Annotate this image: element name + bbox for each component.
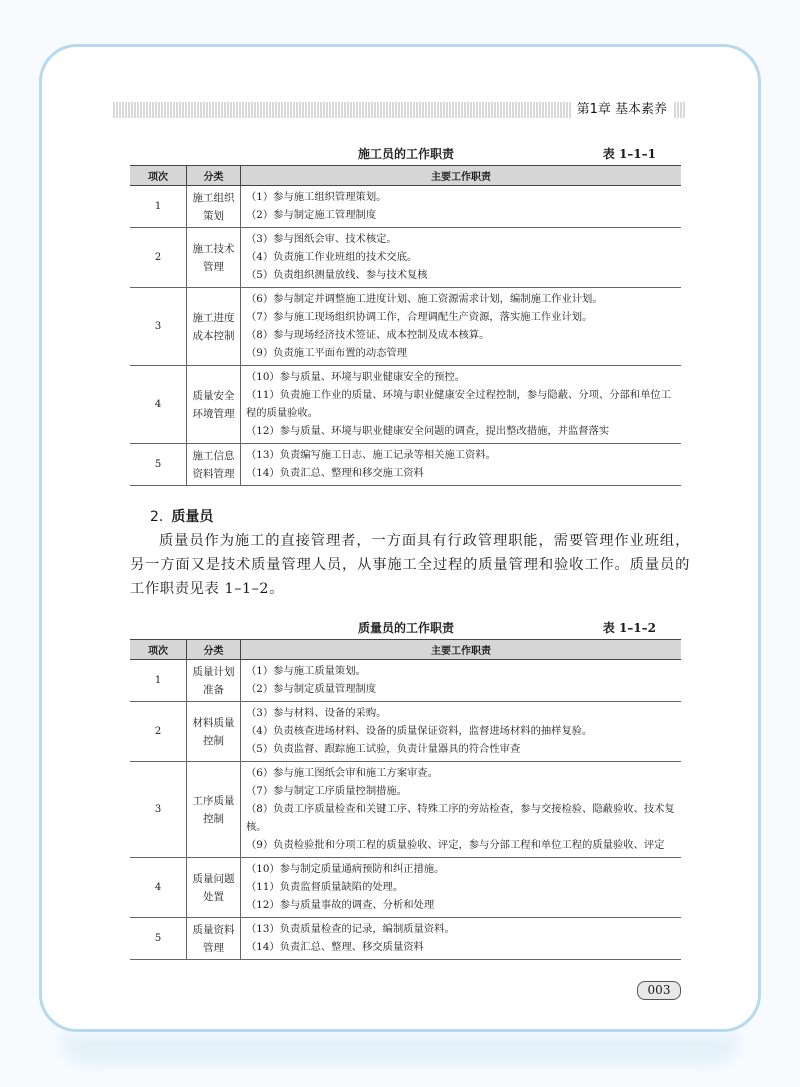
item-number-cell: 4 (130, 858, 187, 918)
table2-number: 表 1–1–2 (602, 621, 656, 635)
duties-cell (241, 444, 682, 486)
duty-item: （5）负责组织测量放线、参与技术复核 (246, 269, 428, 281)
item-number-cell: 1 (130, 186, 187, 228)
duty-item: （10）参与制定质量通病预防和纠正措施。 (246, 863, 445, 875)
table2-caption: 质量员的工作职责 (358, 621, 455, 635)
category-line: 施工信息 (192, 449, 235, 462)
category-line: 处置 (203, 890, 224, 903)
category-line: 管理 (203, 941, 224, 954)
item-number-cell: 2 (130, 702, 187, 762)
category-line: 施工组织 (192, 191, 235, 204)
duty-item: （11）负责监督质量缺陷的处理。 (246, 881, 404, 893)
duties-cell (241, 762, 682, 858)
category-line: 策划 (203, 209, 224, 222)
item-number-cell: 2 (130, 228, 187, 288)
duty-item: （6）参与制定并调整施工进度计划、施工资源需求计划，编制施工作业计划。 (246, 293, 603, 305)
duties-cell (241, 918, 682, 960)
table-row (130, 702, 681, 762)
table-header-row (130, 166, 681, 186)
duty-item: （4）负责核查进场材料、设备的质量保证资料，监督进场材料的抽样复验。 (246, 725, 593, 737)
section-heading (150, 506, 213, 526)
table2-title (130, 619, 680, 637)
category-line: 质量问题 (192, 872, 235, 885)
item-number-cell: 5 (130, 444, 187, 486)
table-row (130, 366, 681, 444)
duties-cell (241, 288, 682, 366)
table-row (130, 762, 681, 858)
category-line: 准备 (203, 683, 224, 696)
table-header-row (130, 640, 681, 660)
duty-item: （14）负责汇总、整理、移交质量资料 (246, 941, 424, 953)
duty-item: （3）参与图纸会审、技术核定。 (246, 233, 397, 245)
chapter-label: 第1章 基本素养 (571, 100, 673, 120)
category-line: 质量安全 (192, 389, 235, 402)
column-header: 分类 (187, 166, 241, 186)
duty-item: （7）参与施工现场组织协调工作，合理调配生产资源，落实施工作业计划。 (246, 311, 593, 323)
section-title: 质量员 (171, 509, 214, 525)
category-line: 环境管理 (192, 407, 235, 420)
column-header: 主要工作职责 (241, 640, 682, 660)
category-line: 施工进度 (192, 311, 235, 324)
duty-item: （13）负责质量检查的记录，编制质量资料。 (246, 923, 455, 935)
duty-item: （1）参与施工组织管理策划。 (246, 191, 387, 203)
duties-cell (241, 228, 682, 288)
category-cell (187, 288, 241, 366)
table2 (130, 639, 681, 960)
column-header: 分类 (187, 640, 241, 660)
column-header: 项次 (130, 640, 187, 660)
duty-item: （6）参与施工图纸会审和施工方案审查。 (246, 767, 438, 779)
duty-item: （10）参与质量、环境与职业健康安全的预控。 (246, 371, 466, 383)
item-number-cell: 3 (130, 762, 187, 858)
duty-item: （1）参与施工质量策划。 (246, 665, 366, 677)
duty-item: （8）参与现场经济技术签证、成本控制及成本核算。 (246, 329, 490, 341)
category-line: 质量资料 (192, 923, 235, 936)
category-line: 材料质量 (192, 716, 235, 729)
duties-cell (241, 702, 682, 762)
duty-item: （12）参与质量、环境与职业健康安全问题的调查，提出整改措施，并监督落实 (246, 425, 610, 437)
table-row (130, 660, 681, 702)
column-header: 主要工作职责 (241, 166, 682, 186)
duty-item: （5）负责监督、跟踪施工试验，负责计量器具的符合性审查 (246, 743, 521, 755)
category-cell (187, 858, 241, 918)
table1-caption: 施工员的工作职责 (358, 147, 455, 161)
item-number-cell: 5 (130, 918, 187, 960)
duty-item: （12）参与质量事故的调查、分析和处理 (246, 899, 435, 911)
duty-item: （9）负责施工平面布置的动态管理 (246, 347, 408, 359)
category-line: 资料管理 (192, 467, 235, 480)
table1-title (130, 145, 680, 163)
duties-cell (241, 858, 682, 918)
column-header: 项次 (130, 166, 187, 186)
table-row (130, 918, 681, 960)
item-number-cell: 1 (130, 660, 187, 702)
category-cell (187, 702, 241, 762)
category-line: 成本控制 (192, 329, 235, 342)
duty-item: （8）负责工序质量检查和关键工序、特殊工序的旁站检查，参与交接检验、隐蔽验收、技术复核。 (246, 803, 675, 833)
page-number: 003 (637, 981, 681, 1000)
running-header (113, 102, 685, 118)
table1-number: 表 1–1–1 (602, 147, 656, 161)
duty-item: （2）参与制定施工管理制度 (246, 209, 377, 221)
table-row (130, 858, 681, 918)
category-line: 质量计划 (192, 665, 235, 678)
category-cell (187, 444, 241, 486)
category-cell (187, 762, 241, 858)
table1 (130, 165, 681, 486)
category-line: 工序质量 (192, 794, 235, 807)
duty-item: （2）参与制定质量管理制度 (246, 683, 377, 695)
category-cell (187, 186, 241, 228)
section-number: 2. (150, 509, 164, 525)
category-cell (187, 228, 241, 288)
duty-item: （7）参与制定工序质量控制措施。 (246, 785, 408, 797)
category-line: 控制 (203, 734, 224, 747)
item-number-cell: 4 (130, 366, 187, 444)
item-number-cell: 3 (130, 288, 187, 366)
table-row (130, 288, 681, 366)
category-cell (187, 366, 241, 444)
duty-item: （4）负责施工作业班组的技术交底。 (246, 251, 418, 263)
page-shadow (60, 1035, 740, 1065)
duties-cell (241, 186, 682, 228)
table-row (130, 228, 681, 288)
table-row (130, 444, 681, 486)
duties-cell (241, 660, 682, 702)
body-paragraph: 质量员作为施工的直接管理者，一方面具有行政管理职能，需要管理作业班组，另一方面又是技术质量管理人员，从事施工全过程的质量管理和验收工作。质量员的工作职责见表 1–1–2。 (130, 533, 690, 597)
table-row (130, 186, 681, 228)
category-line: 管理 (203, 260, 224, 273)
duty-item: （13）负责编写施工日志、施工记录等相关施工资料。 (246, 449, 496, 461)
duties-cell (241, 366, 682, 444)
category-line: 控制 (203, 812, 224, 825)
duty-item: （3）参与材料、设备的采购。 (246, 707, 387, 719)
category-line: 施工技术 (192, 242, 235, 255)
duty-item: （9）负责检验批和分项工程的质量验收、评定，参与分部工程和单位工程的质量验收、评定 (246, 839, 665, 851)
duty-item: （14）负责汇总、整理和移交施工资料 (246, 467, 424, 479)
category-cell (187, 918, 241, 960)
duty-item: （11）负责施工作业的质量、环境与职业健康安全过程控制，参与隐蔽、分项、分部和单位工程的质量验收。 (246, 389, 671, 419)
category-cell (187, 660, 241, 702)
